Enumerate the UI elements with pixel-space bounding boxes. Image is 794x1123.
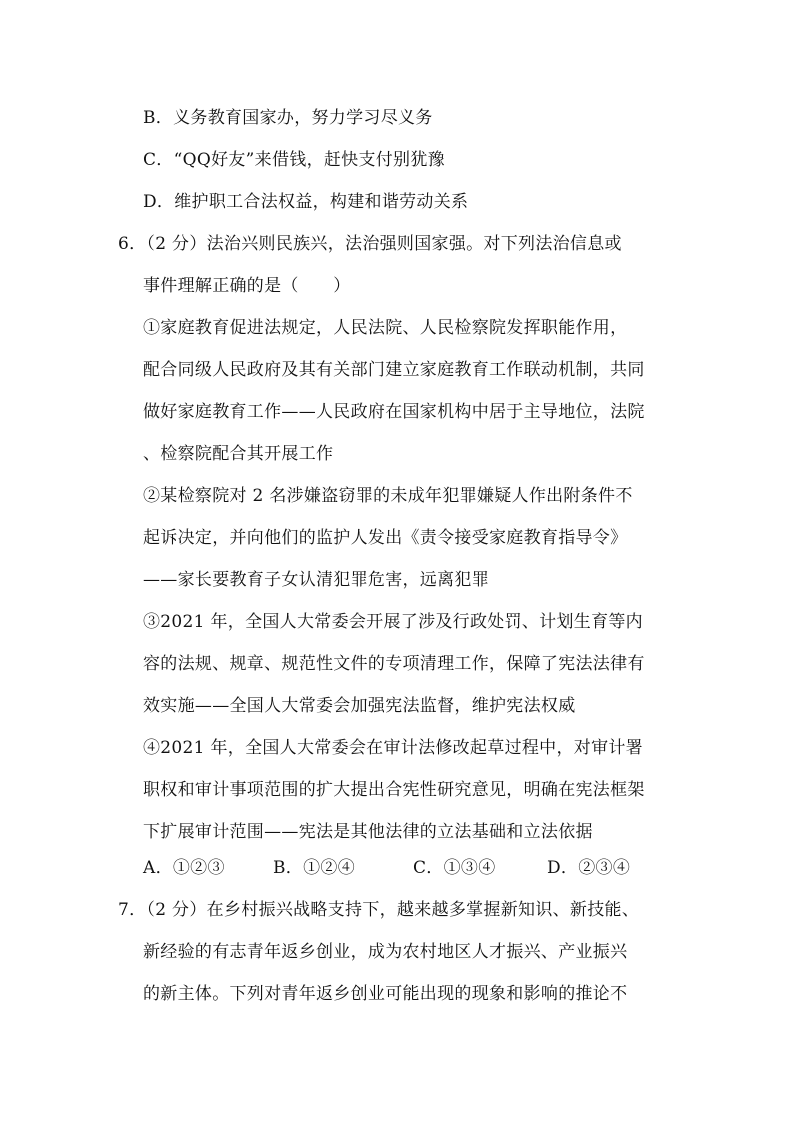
q6-item-line: 职权和审计事项范围的扩大提出合宪性研究意见，明确在宪法框架 [143,780,645,800]
q7-stem-line2: 新经验的有志青年返乡创业，成为农村地区人才振兴、产业振兴 [143,942,628,962]
q6-choice-b[interactable]: B．①②④ [273,858,355,878]
q6-choice-d[interactable]: D．②③④ [547,858,631,878]
q6-item-line: 容的法规、规章、规范性文件的专项清理工作，保障了宪法法律有 [143,654,645,674]
q6-item-line: ②某检察院对 2 名涉嫌盗窃罪的未成年犯罪嫌疑人作出附条件不 [143,486,633,506]
q6-item-line: 起诉决定，并向他们的监护人发出《责令接受家庭教育指导令》 [143,528,628,548]
q6-item-line: 下扩展审计范围——宪法是其他法律的立法基础和立法依据 [143,822,593,842]
q6-choice-c[interactable]: C．①③④ [413,858,496,878]
option-b: B．义务教育国家办，努力学习尽义务 [143,108,433,128]
q6-stem-line1: 6．（2 分）法治兴则民族兴，法治强则国家强。对下列法治信息或 [118,234,622,254]
q7-stem-line3: 的新主体。下列对青年返乡创业可能出现的现象和影响的推论不 [143,984,628,1004]
q6-item-line: 效实施——全国人大常委会加强宪法监督，维护宪法权威 [143,696,576,716]
option-c: C．“QQ好友”来借钱，赶快支付别犹豫 [143,150,445,170]
q6-item-line: 、检察院配合其开展工作 [143,444,334,464]
q6-item-line: 做好家庭教育工作——人民政府在国家机构中居于主导地位，法院 [143,402,645,422]
q6-stem-line2: 事件理解正确的是（ ） [143,276,351,296]
q6-item-line: ③2021 年，全国人大常委会开展了涉及行政处罚、计划生育等内 [143,612,643,632]
q7-stem-line1: 7．（2 分）在乡村振兴战略支持下，越来越多掌握新知识、新技能、 [118,900,640,920]
q6-item-line: ①家庭教育促进法规定，人民法院、人民检察院发挥职能作用， [143,318,628,338]
option-d: D．维护职工合法权益，构建和谐劳动关系 [143,192,469,212]
q6-item-line: 配合同级人民政府及其有关部门建立家庭教育工作联动机制，共同 [143,360,645,380]
q6-item-line: ——家长要教育子女认清犯罪危害，远离犯罪 [143,570,489,590]
q6-choice-a[interactable]: A．①②③ [143,858,225,878]
q6-item-line: ④2021 年，全国人大常委会在审计法修改起草过程中，对审计署 [143,738,643,758]
